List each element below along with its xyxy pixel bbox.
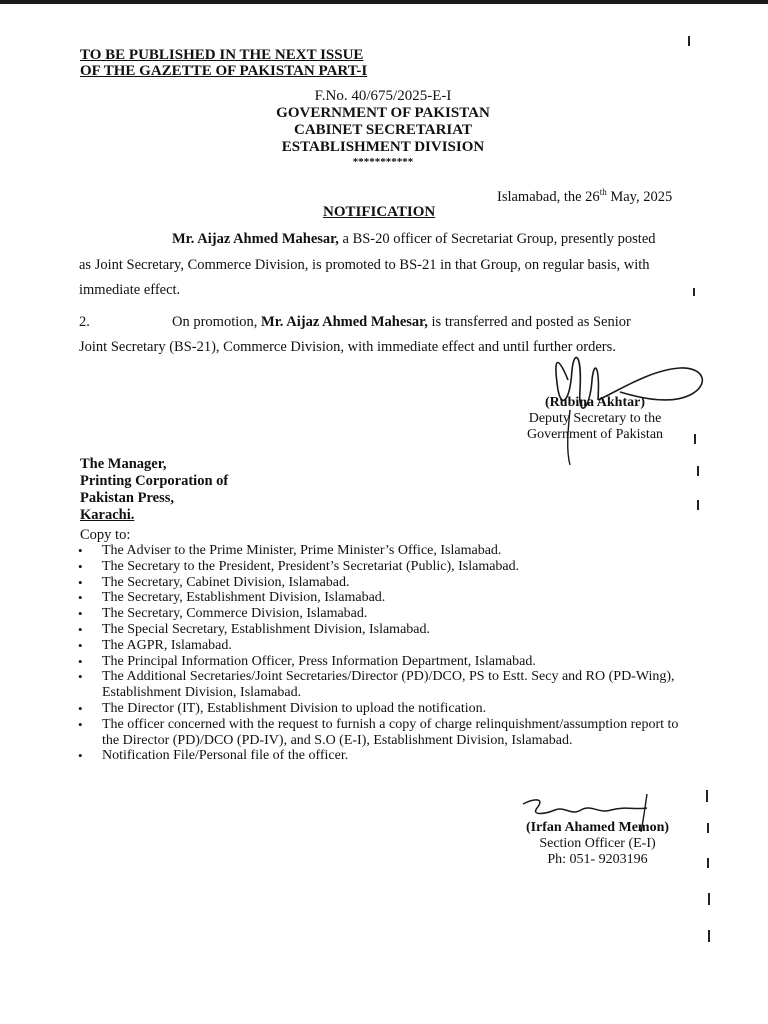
date-prefix: Islamabad, the 26	[497, 188, 600, 205]
scan-mark	[694, 434, 696, 444]
copy-to-item: • The Secretary, Cabinet Division, Islamabad.	[78, 575, 698, 591]
copy-to-item: • The Additional Secretaries/Joint Secretaries/Director (PD)/DCO, PS to Estt. Secy and RO (PD-Wing), Establishment Division, Islamabad.	[78, 669, 698, 701]
para2-line1-text: is transferred and posted as Senior	[427, 314, 631, 330]
copy-to-item: • The Adviser to the Prime Minister, Prime Minister’s Office, Islamabad.	[78, 543, 698, 559]
signatory-2-phone: Ph: 051- 9203196	[547, 852, 648, 867]
date-ordinal: th	[599, 187, 607, 197]
publish-line-1: TO BE PUBLISHED IN THE NEXT ISSUE	[80, 47, 364, 63]
copy-to-item: • The AGPR, Islamabad.	[78, 638, 698, 654]
addressee-line-2: Printing Corporation of	[80, 473, 229, 489]
scan-mark	[693, 288, 695, 296]
copy-to-item: • The Special Secretary, Establishment Division, Islamabad.	[78, 622, 698, 638]
para2-number: 2.	[79, 314, 90, 330]
issue-date	[497, 184, 672, 206]
signatory-1-name: (Rubina Akhtar)	[545, 395, 645, 410]
signatory-1-title: Deputy Secretary to the	[528, 411, 662, 426]
scan-mark	[707, 858, 709, 868]
scan-mark	[697, 466, 699, 476]
scan-mark	[697, 500, 699, 510]
copy-to-list	[78, 543, 698, 764]
copy-to-item: • The Secretary, Commerce Division, Islamabad.	[78, 606, 698, 622]
star-divider: ***********	[352, 156, 414, 168]
scan-top-edge	[0, 0, 768, 4]
government-heading: GOVERNMENT OF PAKISTAN	[276, 105, 490, 121]
copy-to-label: Copy to:	[80, 527, 131, 543]
addressee-line-1: The Manager,	[80, 456, 167, 472]
signatory-2-title: Section Officer (E-I)	[539, 836, 656, 851]
scan-mark	[688, 36, 690, 46]
para1-line1	[172, 231, 656, 248]
para2-lead: On promotion,	[172, 314, 258, 330]
para1-line3: immediate effect.	[79, 282, 181, 298]
scan-mark	[708, 893, 710, 905]
officer-name-2: Mr. Aijaz Ahmed Mahesar,	[261, 314, 428, 330]
copy-to-item: • Notification File/Personal file of the officer.	[78, 748, 698, 764]
para1-line1-text: a BS-20 officer of Secretariat Group, presently posted	[338, 231, 656, 247]
para2-line2: Joint Secretary (BS-21), Commerce Division, with immediate effect and until further orders.	[79, 339, 616, 355]
copy-to-item: • The Director (IT), Establishment Division to upload the notification.	[78, 701, 698, 717]
scan-mark	[707, 823, 709, 833]
date-suffix: May, 2025	[606, 188, 673, 205]
secretariat-heading: CABINET SECRETARIAT	[294, 122, 472, 138]
copy-to-item: • The Secretary to the President, President’s Secretariat (Public), Islamabad.	[78, 559, 698, 575]
officer-name: Mr. Aijaz Ahmed Mahesar,	[172, 231, 339, 247]
scan-mark	[708, 930, 710, 942]
division-heading: ESTABLISHMENT DIVISION	[281, 139, 485, 155]
file-number: F.No. 40/675/2025-E-I	[314, 88, 452, 104]
signatory-1	[515, 395, 675, 443]
para2-line1	[172, 314, 631, 331]
copy-to-item: • The officer concerned with the request to furnish a copy of charge relinquishment/assumption report to the Director (PD)/DCO (PD-IV), and S.O (E-I), Establishment Division, Islamabad.	[78, 717, 698, 749]
addressee-line-3: Pakistan Press,	[80, 490, 174, 506]
scan-mark	[706, 790, 708, 802]
addressee-city: Karachi.	[80, 507, 135, 523]
heading-block	[190, 88, 576, 168]
signatory-2	[510, 820, 685, 868]
publish-line-2: OF THE GAZETTE OF PAKISTAN PART-I	[80, 63, 368, 79]
para1-line2: as Joint Secretary, Commerce Division, is promoted to BS-21 in that Group, on regular basis, with	[79, 257, 650, 273]
copy-to-item: • The Principal Information Officer, Press Information Department, Islamabad.	[78, 654, 698, 670]
notification-title: NOTIFICATION	[323, 204, 436, 220]
copy-to-item: • The Secretary, Establishment Division, Islamabad.	[78, 590, 698, 606]
signatory-2-name: (Irfan Ahamed Memon)	[525, 820, 670, 835]
signatory-1-title-2: Government of Pakistan	[526, 427, 664, 442]
